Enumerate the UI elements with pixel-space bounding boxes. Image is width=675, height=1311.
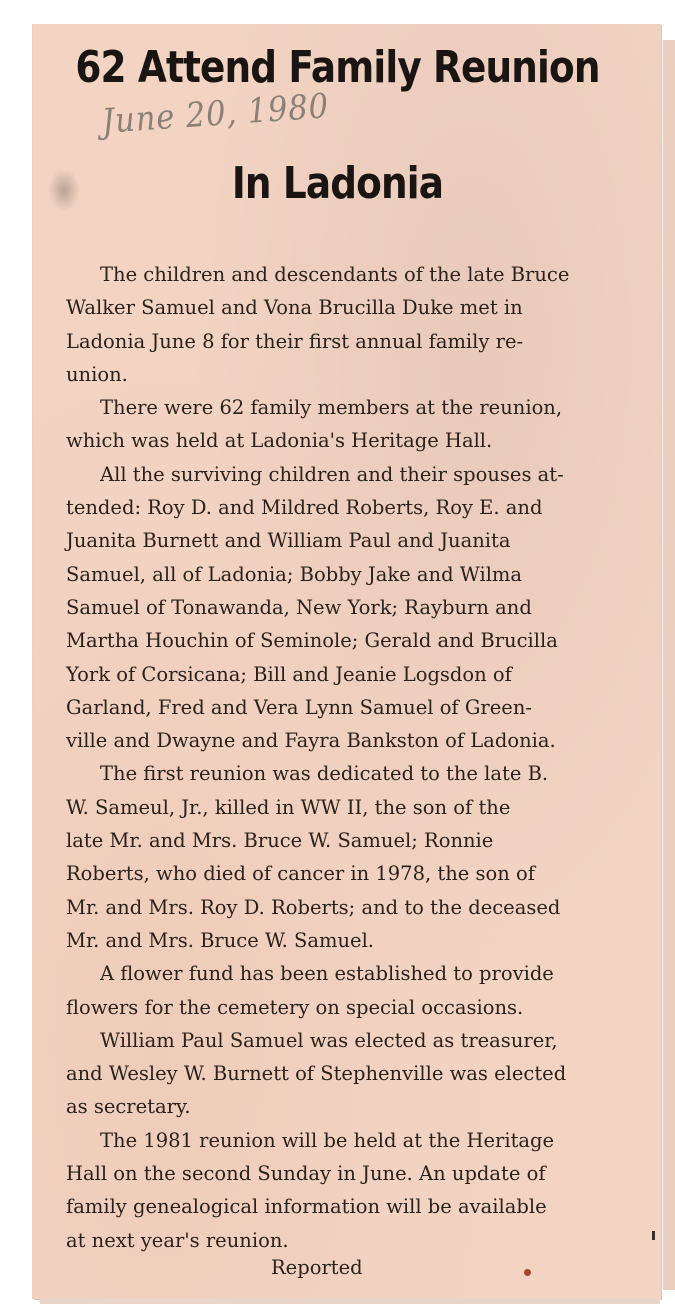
article-paragraph (66, 458, 646, 758)
article-line: Roberts, who died of cancer in 1978, the son of (66, 862, 535, 886)
byline: Reported (271, 1256, 363, 1279)
article-line: Mr. and Mrs. Roy D. Roberts; and to the deceased (66, 895, 561, 919)
article-line: flowers for the cemetery on special occasions. (66, 995, 524, 1019)
article-line: at next year's reunion. (66, 1228, 289, 1252)
article-line: The 1981 reunion will be held at the Heritage (100, 1128, 555, 1152)
article-line: W. Sameul, Jr., killed in WW II, the son of the (66, 795, 511, 819)
paper-bottom-edge (40, 1298, 660, 1304)
article-line: tended: Roy D. and Mildred Roberts, Roy E. and (66, 496, 543, 520)
article-line: All the surviving children and their spouses at- (100, 462, 564, 486)
paper-speck (524, 1269, 531, 1276)
article-paragraph (66, 1124, 646, 1257)
article-line: Samuel of Tonawanda, New York; Rayburn and (66, 595, 532, 619)
article-paragraph (66, 258, 646, 391)
article-line: Mr. and Mrs. Bruce W. Samuel. (66, 928, 375, 952)
article-paragraph (66, 391, 646, 458)
article-body (66, 258, 646, 1257)
article-line: as secretary. (66, 1095, 191, 1119)
paper-edge (663, 40, 675, 1290)
article-line: A flower fund has been established to provide (100, 962, 554, 986)
headline-line-2: In Ladonia (231, 158, 444, 209)
article-line: late Mr. and Mrs. Bruce W. Samuel; Ronnie (66, 829, 494, 853)
article-line: The children and descendants of the late Bruce (100, 263, 570, 286)
article-line: Samuel, all of Ladonia; Bobby Jake and Wilma (66, 562, 523, 586)
article-line: The first reunion was dedicated to the late B. (100, 762, 549, 786)
article-line: and Wesley W. Burnett of Stephenville was elected (66, 1062, 567, 1086)
article-line: William Paul Samuel was elected as treasurer, (100, 1028, 558, 1052)
article-paragraph (66, 1024, 646, 1124)
article-line: Garland, Fred and Vera Lynn Samuel of Green- (66, 695, 532, 719)
article-line: ville and Dwayne and Fayra Bankston of Ladonia. (66, 729, 556, 753)
article-line: York of Corsicana; Bill and Jeanie Logsdon of (66, 662, 512, 686)
article-line: There were 62 family members at the reunion, (100, 396, 563, 420)
article-line: union. (66, 362, 128, 386)
article-line: which was held at Ladonia's Heritage Hall. (66, 429, 493, 453)
article-line: Martha Houchin of Seminole; Gerald and Brucilla (66, 629, 558, 653)
article-line: Walker Samuel and Vona Brucilla Duke met in (66, 296, 523, 320)
article-paragraph (66, 757, 646, 957)
article-line: Juanita Burnett and William Paul and Juanita (66, 529, 511, 553)
article-line: Hall on the second Sunday in June. An update of (66, 1162, 546, 1186)
paper-mark (652, 1231, 655, 1240)
article-line: Ladonia June 8 for their first annual family re- (66, 329, 524, 353)
headline-line-1: 62 Attend Family Reunion (75, 42, 600, 93)
article-line: family genealogical information will be available (66, 1195, 547, 1219)
article-paragraph (66, 957, 646, 1024)
handwritten-date: June 20, 1980 (100, 86, 331, 142)
